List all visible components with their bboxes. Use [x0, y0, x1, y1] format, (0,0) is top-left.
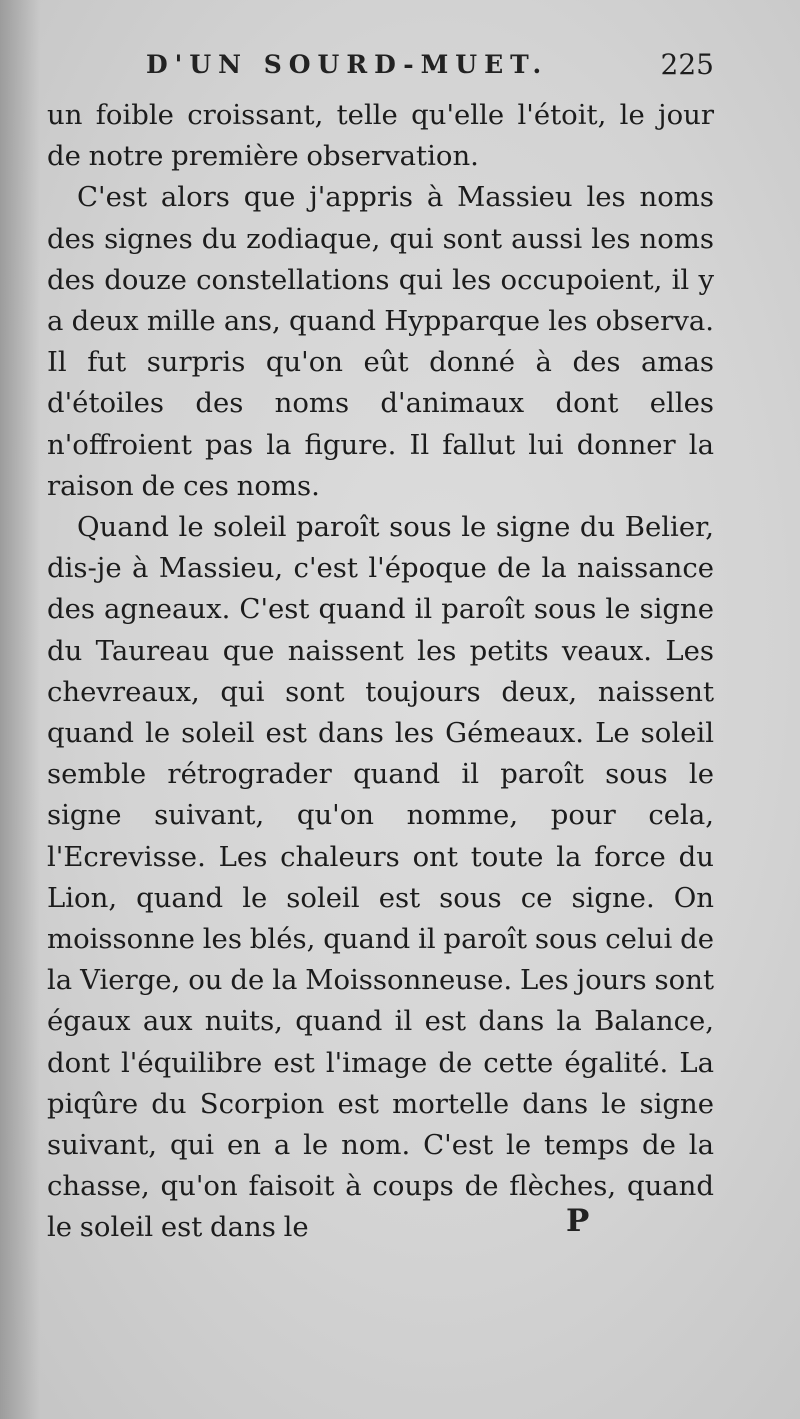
running-head: D'UN SOURD-MUET. — [146, 50, 549, 79]
paragraph: un foible croissant, telle qu'elle l'étoit, le jour de notre première observation. — [47, 99, 714, 173]
paragraph: C'est alors que j'appris à Massieu les noms des signes du zodiaque, qui sont aussi les noms des douze constellations qui les occupoient, il y a deux mille ans, quand Hypparque les observa. Il fut surpris qu'on eût donné à des amas d'étoiles des noms d'animaux dont elles n'offroient pas la figure. Il fallut lui donner la raison de ces noms. — [47, 181, 714, 502]
signature-mark: P — [566, 1203, 590, 1239]
page-header — [48, 50, 714, 86]
paragraph: Quand le soleil paroît sous le signe du Belier, dis-je à Massieu, c'est l'époque de la naissance des agneaux. C'est quand il paroît sous le signe du Taureau que naissent les petits veaux. Les chevreaux, qui sont toujours deux, naissent quand le soleil est dans les Gémeaux. Le soleil semble rétrograder quand il paroît sous le signe suivant, qu'on nomme, pour cela, l'Ecrevisse. Les chaleurs ont toute la force du Lion, quand le soleil est sous ce signe. On moissonne les blés, quand il paroît sous celui de la Vierge, ou de la Moissonneuse. Les jours sont égaux aux nuits, quand il est dans la Balance, dont l'équilibre est l'image de cette égalité. La piqûre du Scorpion est mortelle dans le signe suivant, qui en a le nom. C'est le temps de la chasse, qu'on faisoit à coups de flèches, quand le soleil est dans le — [47, 511, 714, 1244]
gutter-shadow — [0, 0, 40, 1419]
page-number: 225 — [660, 48, 714, 81]
body-text — [47, 95, 714, 1249]
